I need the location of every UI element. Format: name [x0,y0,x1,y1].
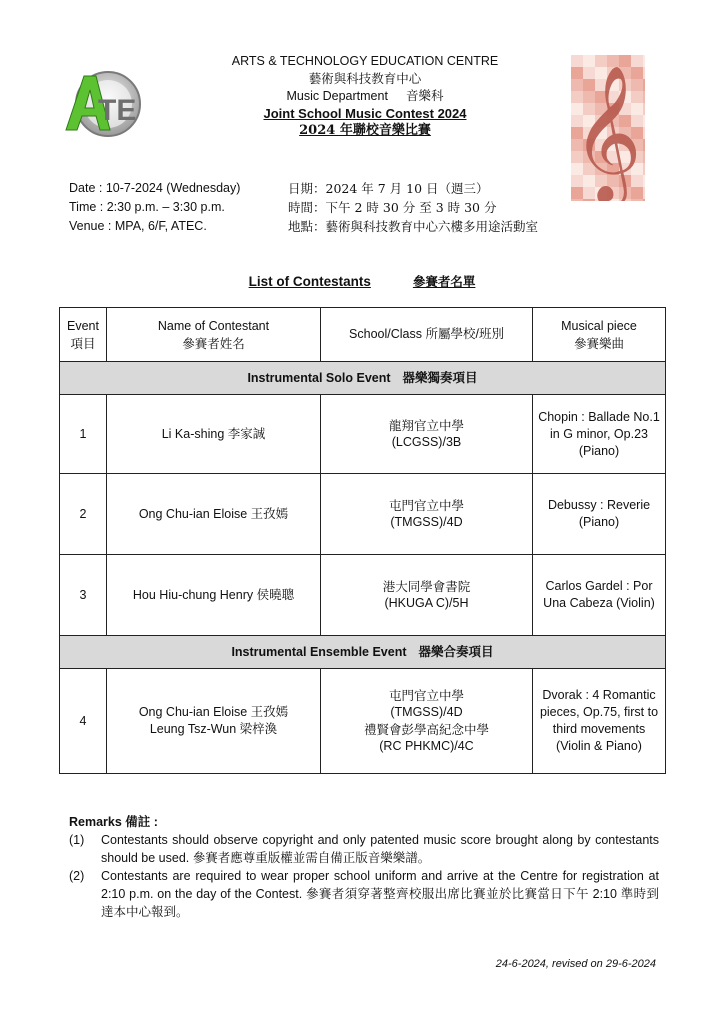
department-zh: 音樂科 [405,88,444,103]
event-info-zh [288,179,538,236]
contestants-table [59,307,665,774]
musical-piece: Debussy : Reverie (Piano) [533,474,666,555]
event-number: 1 [60,395,107,474]
contest-title-zh: 2024 年聯校音樂比賽 [299,123,431,138]
org-name-en: ARTS & TECHNOLOGY EDUCATION CENTRE [231,54,499,68]
school-class: 龍翔官立中學 (LCGSS)/3B [321,395,533,474]
section-title: Instrumental Solo Event 器樂獨奏項目 [60,362,666,395]
list-heading-en: List of Contestants [248,274,371,289]
table-row [60,555,666,636]
event-number: 3 [60,555,107,636]
event-number: 4 [60,669,107,774]
date-zh: 日期：2024 年 7 月 10 日（週三） [288,181,489,196]
venue-zh: 地點：藝術與科技教育中心六樓多用途活動室 [288,219,539,234]
table-header-row [60,308,666,362]
list-heading-zh: 參賽者名單 [412,274,476,289]
table-row [60,669,666,774]
revision-note: 24-6-2024, revised on 29-6-2024 [495,958,656,970]
venue-en: Venue : MPA, 6/F, ATEC. [69,219,207,233]
time-zh: 時間：下午 2 時 30 分 至 3 時 30 分 [288,200,497,215]
section-title: Instrumental Ensemble Event 器樂合奏項目 [60,636,666,669]
musical-piece: Chopin : Ballade No.1 in G minor, Op.23 (Piano) [533,395,666,474]
list-heading [0,272,724,290]
ate-logo [62,68,148,140]
table-row [60,474,666,555]
contestant-name: Ong Chu-ian Eloise 王孜嫣 [107,474,321,555]
contestant-name: Li Ka-shing 李家誠 [107,395,321,474]
department-line [200,87,530,105]
event-number: 2 [60,474,107,555]
section-row-solo [60,362,666,395]
header-piece: Musical piece 參賽樂曲 [533,308,666,362]
remarks-title: Remarks 備註 : [69,815,158,829]
date-en: Date : 10-7-2024 (Wednesday) [69,181,241,195]
header-school: School/Class 所屬學校/班別 [321,308,533,362]
department-en: Music Department [286,89,388,103]
header-name: Name of Contestant 參賽者姓名 [107,308,321,362]
remark-item: (2) Contestants are required to wear proper school uniform and arrive at the Centre for registration at 2:10 p.m. on the day of the Contest. 參賽者須穿著整齊校服出席比賽並於比賽當日下午 2:10 準時到達本中心報到。 [69,869,659,919]
remarks [69,813,659,921]
svg-text:TE: TE [98,94,137,127]
school-class: 屯門官立中學 (TMGSS)/4D 禮賢會彭學高紀念中學 (RC PHKMC)/4C [321,669,533,774]
section-row-ensemble [60,636,666,669]
event-info-en [69,179,240,236]
treble-clef-icon: 𝄞 [572,63,642,201]
remark-item: (1) Contestants should observe copyright and only patented music score brought along by contestants should be used. 參賽者應尊重版權並需自備正版音樂樂譜。 [69,833,659,865]
time-en: Time : 2:30 p.m. – 3:30 p.m. [69,200,225,214]
contestant-name: Ong Chu-ian Eloise 王孜嫣 Leung Tsz-Wun 梁梓渙 [107,669,321,774]
contest-title-en: Joint School Music Contest 2024 [263,106,467,121]
contestant-name: Hou Hiu-chung Henry 侯曉聰 [107,555,321,636]
school-class: 港大同學會書院 (HKUGA C)/5H [321,555,533,636]
document-header [200,53,530,139]
school-class: 屯門官立中學 (TMGSS)/4D [321,474,533,555]
musical-piece: Carlos Gardel : Por Una Cabeza (Violin) [533,555,666,636]
header-event: Event 項目 [60,308,107,362]
musical-piece: Dvorak : 4 Romantic pieces, Op.75, first to third movements (Violin & Piano) [533,669,666,774]
org-name-zh: 藝術與科技教育中心 [308,71,422,86]
treble-clef-art [571,55,645,201]
table-row [60,395,666,474]
